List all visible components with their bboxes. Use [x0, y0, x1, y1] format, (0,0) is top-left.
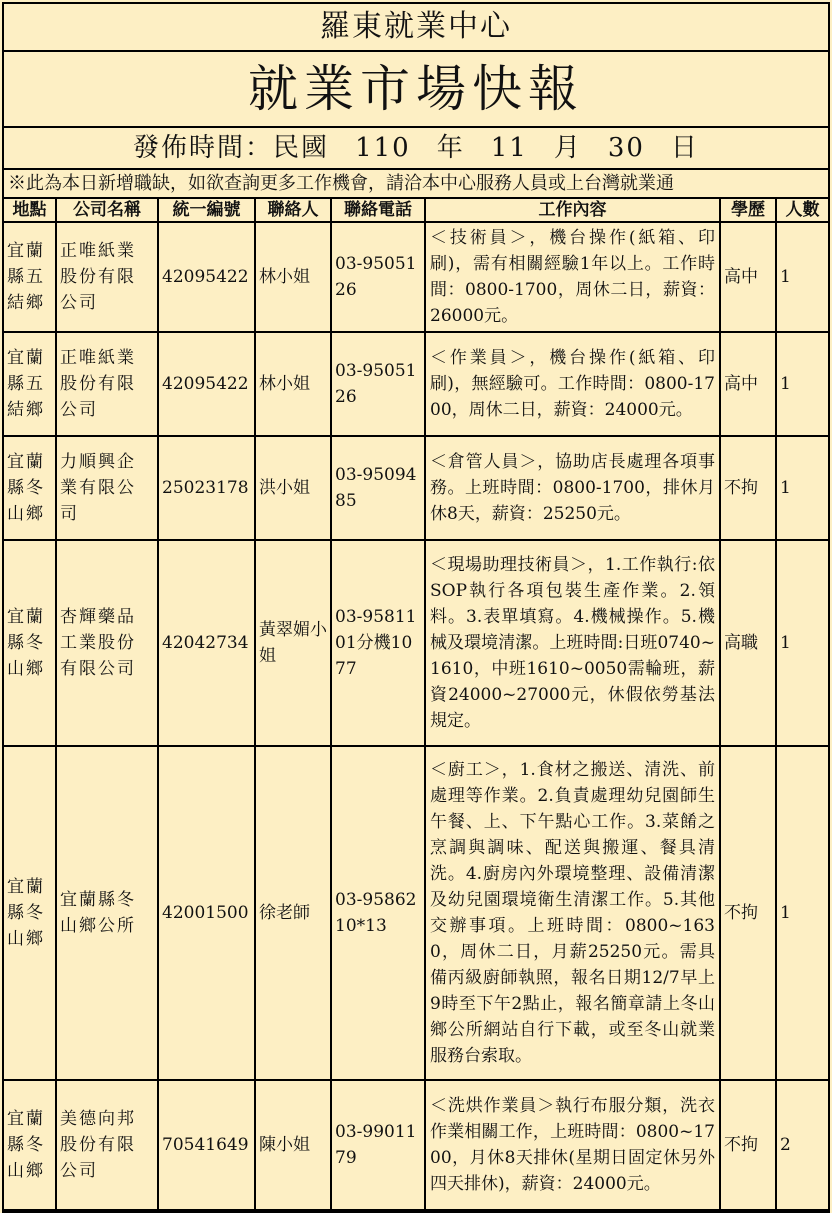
col-header-count: 人數: [776, 199, 828, 222]
job-bulletin-sheet: [2, 2, 830, 1213]
cell-description: ＜倉管人員＞，協助店長處理各項事務。上班時間：0800-1700，排休月休8天，薪資：25250元。: [425, 436, 720, 540]
cell-phone: 03-9581101分機1077: [331, 540, 425, 746]
cell-company: 正唯紙業股份有限公司: [56, 222, 158, 332]
cell-contact: 徐老師: [255, 746, 331, 1080]
publish-date: [4, 128, 828, 170]
table-row: [4, 222, 828, 332]
date-day-unit: 日: [670, 133, 699, 163]
table-header-row: [4, 199, 828, 222]
cell-company: 美德向邦股份有限公司: [56, 1080, 158, 1210]
table-row: [4, 332, 828, 436]
col-header-phone: 聯絡電話: [331, 199, 425, 222]
date-prefix: 發佈時間：民國: [133, 133, 330, 163]
cell-location: 宜蘭縣五結鄉: [4, 332, 56, 436]
cell-education: 高中: [720, 332, 776, 436]
cell-education: 高職: [720, 540, 776, 746]
cell-phone: 03-9505126: [331, 332, 425, 436]
cell-company: 正唯紙業股份有限公司: [56, 332, 158, 436]
cell-company: 杏輝藥品工業股份有限公司: [56, 540, 158, 746]
cell-tax-id: 42095422: [158, 222, 255, 332]
cell-education: 高中: [720, 222, 776, 332]
table-row: [4, 540, 828, 746]
col-header-company: 公司名稱: [56, 199, 158, 222]
cell-tax-id: 42095422: [158, 332, 255, 436]
notice-text: ※此為本日新增職缺，如欲查詢更多工作機會，請洽本中心服務人員或上台灣就業通: [4, 170, 828, 199]
cell-location: 宜蘭縣冬山鄉: [4, 436, 56, 540]
cell-description: ＜洗烘作業員＞執行布服分類，洗衣作業相關工作，上班時間：0800~1700，月休8天排休(星期日固定休另外四天排休)，薪資：24000元。: [425, 1080, 720, 1210]
table-row: [4, 746, 828, 1080]
date-month-unit: 月: [553, 133, 582, 163]
col-header-location: 地點: [4, 199, 56, 222]
cell-contact: 洪小姐: [255, 436, 331, 540]
date-year-unit: 年: [436, 133, 465, 163]
cell-description: ＜作業員＞，機台操作(紙箱、印刷)，無經驗可。工作時間：0800-1700，周休二日，薪資：24000元。: [425, 332, 720, 436]
cell-count: 1: [776, 436, 828, 540]
cell-location: 宜蘭縣冬山鄉: [4, 1080, 56, 1210]
col-header-education: 學歷: [720, 199, 776, 222]
table-row: [4, 1080, 828, 1210]
cell-company: 宜蘭縣冬山鄉公所: [56, 746, 158, 1080]
cell-contact: 陳小姐: [255, 1080, 331, 1210]
cell-count: 1: [776, 222, 828, 332]
cell-tax-id: 42001500: [158, 746, 255, 1080]
center-name: 羅東就業中心: [4, 4, 828, 52]
cell-education: 不拘: [720, 436, 776, 540]
cell-phone: 03-9509485: [331, 436, 425, 540]
cell-phone: 03-9901179: [331, 1080, 425, 1210]
cell-phone: 03-9586210*13: [331, 746, 425, 1080]
cell-phone: 03-9505126: [331, 222, 425, 332]
cell-location: 宜蘭縣冬山鄉: [4, 746, 56, 1080]
cell-education: 不拘: [720, 1080, 776, 1210]
cell-location: 宜蘭縣五結鄉: [4, 222, 56, 332]
page-title: 就業市場快報: [4, 52, 828, 128]
cell-contact: 林小姐: [255, 222, 331, 332]
cell-count: 1: [776, 746, 828, 1080]
job-table: [4, 199, 828, 1211]
date-day: 30: [607, 133, 645, 163]
cell-tax-id: 42042734: [158, 540, 255, 746]
cell-tax-id: 70541649: [158, 1080, 255, 1210]
cell-description: ＜技術員＞，機台操作(紙箱、印刷)，需有相關經驗1年以上。工作時間：0800-1700，周休二日，薪資：26000元。: [425, 222, 720, 332]
cell-count: 1: [776, 332, 828, 436]
table-row: [4, 436, 828, 540]
col-header-tax-id: 統一編號: [158, 199, 255, 222]
cell-count: 2: [776, 1080, 828, 1210]
cell-contact: 林小姐: [255, 332, 331, 436]
date-year: 110: [355, 133, 411, 163]
cell-tax-id: 25023178: [158, 436, 255, 540]
cell-description: ＜現場助理技術員＞，1.工作執行:依SOP執行各項包裝生產作業。2.領料。3.表單填寫。4.機械操作。5.機械及環境清潔。上班時間:日班0740~1610，中班1610~0050需輪班，薪資24000~27000元，休假依勞基法規定。: [425, 540, 720, 746]
cell-contact: 黃翠媚小姐: [255, 540, 331, 746]
cell-count: 1: [776, 540, 828, 746]
cell-education: 不拘: [720, 746, 776, 1080]
cell-company: 力順興企業有限公司: [56, 436, 158, 540]
date-month: 11: [490, 133, 528, 163]
cell-location: 宜蘭縣冬山鄉: [4, 540, 56, 746]
col-header-contact: 聯絡人: [255, 199, 331, 222]
col-header-description: 工作內容: [425, 199, 720, 222]
cell-description: ＜廚工＞，1.食材之搬送、清洗、前處理等作業。2.負責處理幼兒園師生午餐、上、下午點心工作。3.菜餚之烹調與調味、配送與搬運、餐具清洗。4.廚房內外環境整理、設備清潔及幼兒園環境衛生清潔工作。5.其他交辦事項。上班時間：0800~1630，周休二日，月薪25250元。需具備丙級廚師執照，報名日期12/7早上9時至下午2點止，報名簡章請上冬山鄉公所網站自行下載，或至冬山就業服務台索取。: [425, 746, 720, 1080]
